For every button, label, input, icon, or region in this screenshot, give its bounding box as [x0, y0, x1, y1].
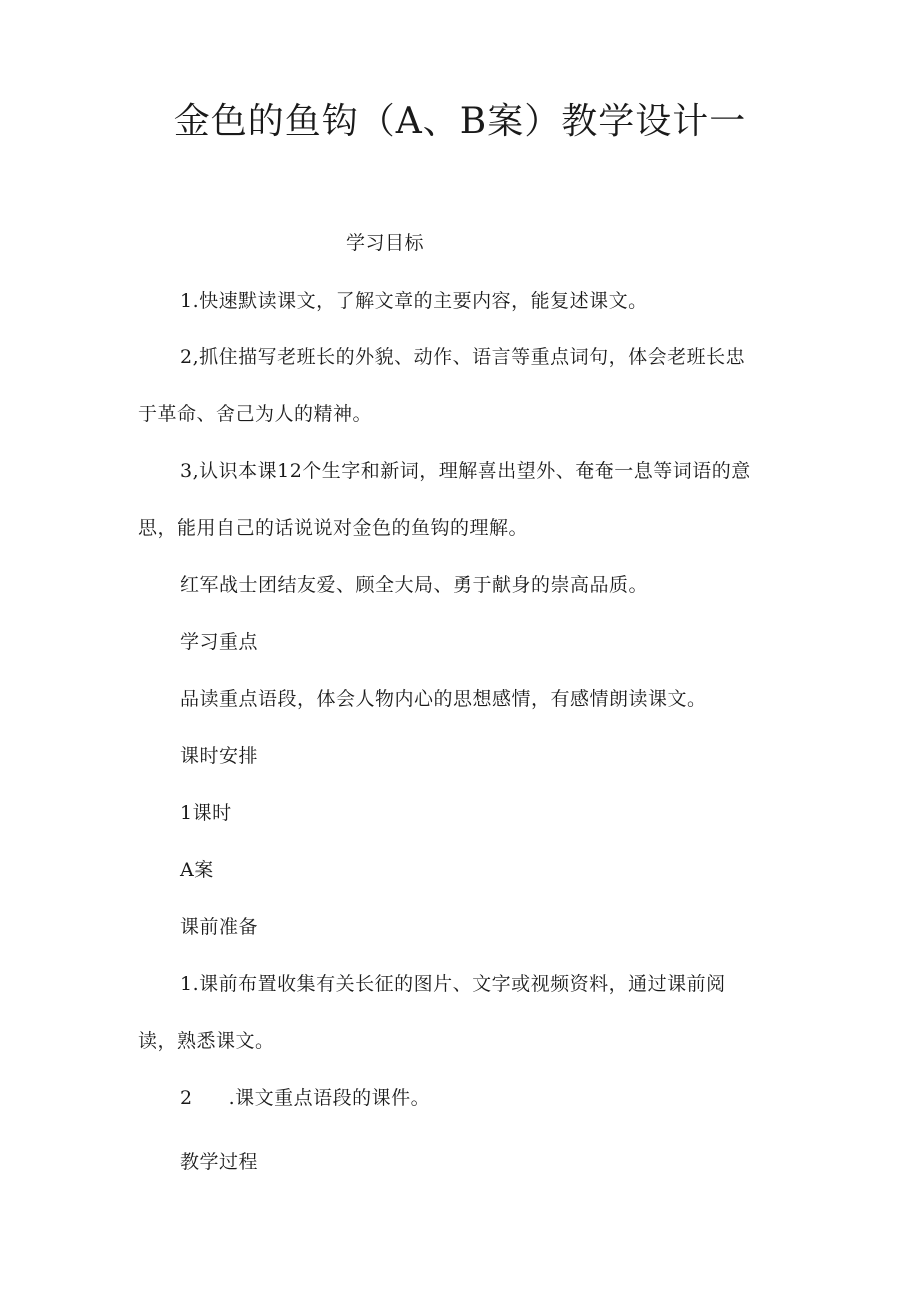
- prep-item-2: [180, 1084, 430, 1112]
- prep-item-1-line-1: 1.课前布置收集有关长征的图片、文字或视频资料，通过课前阅: [180, 973, 726, 995]
- prep-item-1-line-2: 读，熟悉课文。: [138, 1030, 275, 1052]
- objective-1: 1.快速默读课文，了解文章的主要内容，能复述课文。: [180, 290, 648, 312]
- objective-2-line-2: 于革命、舍己为人的精神。: [138, 403, 373, 425]
- section-heading-process: 教学过程: [180, 1151, 259, 1173]
- objective-3-line-1: 3,认识本课12个生字和新词，理解喜出望外、奄奄一息等词语的意: [180, 460, 751, 482]
- schedule-text: 1课时: [180, 802, 232, 824]
- section-heading-schedule: 课时安排: [180, 745, 259, 767]
- document-title: 金色的鱼钩（A、B案）教学设计一: [173, 101, 747, 142]
- objective-3-line-2: 思，能用自己的话说说对金色的鱼钩的理解。: [138, 517, 529, 539]
- prep-item-2-number: 2: [180, 1087, 193, 1109]
- section-heading-key-points: 学习重点: [180, 631, 259, 653]
- key-points-text: 品读重点语段，体会人物内心的思想感情，有感情朗读课文。: [180, 688, 707, 710]
- section-heading-preparation: 课前准备: [180, 916, 259, 938]
- section-heading-objectives: 学习目标: [346, 232, 425, 254]
- prep-item-2-text: .课文重点语段的课件。: [228, 1087, 431, 1109]
- objective-4: 红军战士团结友爱、顾全大局、勇于献身的崇高品质。: [180, 574, 649, 596]
- objective-2-line-1: 2,抓住描写老班长的外貌、动作、语言等重点词句，体会老班长忠: [180, 346, 746, 368]
- plan-label: A案: [180, 859, 214, 881]
